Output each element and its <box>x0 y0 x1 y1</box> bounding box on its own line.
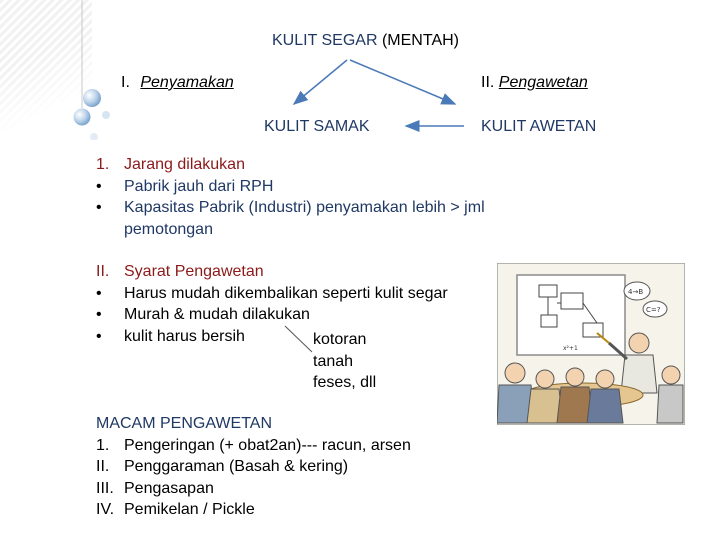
list-item <box>96 478 411 500</box>
section-3 <box>96 413 411 521</box>
top-title-main: KULIT SEGAR <box>272 32 378 49</box>
top-title-sub: (MENTAH) <box>381 32 459 49</box>
board-label: x²+1 <box>563 345 578 352</box>
dirt-item: kotoran <box>313 331 367 348</box>
right-branch-numeral: II. <box>481 74 495 91</box>
board-label: C=? <box>646 306 661 314</box>
bullet-icon: • <box>96 177 102 195</box>
section-1-number: 1. <box>96 156 110 173</box>
item-number: 1. <box>96 436 110 454</box>
bullet-icon: • <box>96 306 102 324</box>
item-number: II. <box>96 458 110 476</box>
left-branch-text: Penyamakan <box>140 74 234 91</box>
bullet-text: kulit harus bersih <box>124 327 245 345</box>
bullet-text: pemotongan <box>124 220 213 238</box>
bullet-text: Harus mudah dikembalikan seperti kulit segar <box>124 284 448 302</box>
section-1-heading-text: Jarang dilakukan <box>124 156 245 173</box>
list-item <box>96 435 411 457</box>
section-2-number: II. <box>96 263 110 280</box>
list-item <box>96 456 411 478</box>
item-number: IV. <box>96 501 115 519</box>
item-text: Pemikelan / Pickle <box>124 501 255 519</box>
bullet-text: Kapasitas Pabrik (Industri) penyamakan lebih > jml <box>124 199 485 217</box>
board-label: 4→B <box>628 288 644 296</box>
bullet-text: Murah & mudah dilakukan <box>124 306 310 324</box>
section-3-heading: MACAM PENGAWETAN <box>96 415 273 432</box>
list-item <box>96 499 411 521</box>
item-text: Pengasapan <box>124 479 214 497</box>
meeting-cartoon-icon <box>497 263 685 425</box>
item-text: Pengeringan (+ obat2an)--- racun, arsen <box>124 436 411 454</box>
bullet-text: Pabrik jauh dari RPH <box>124 177 274 195</box>
left-result-label: KULIT SAMAK <box>264 118 370 135</box>
bullet-icon: • <box>96 327 102 345</box>
bullet-icon: • <box>96 199 102 217</box>
right-branch-text: Pengawetan <box>498 74 588 91</box>
item-text: Penggaraman (Basah & kering) <box>124 458 349 476</box>
right-result-label: KULIT AWETAN <box>481 118 597 135</box>
dirt-item: tanah <box>313 352 354 370</box>
section-2-heading-text: Syarat Pengawetan <box>124 263 264 280</box>
bullet-icon: • <box>96 284 102 302</box>
left-branch-numeral: I. <box>121 74 130 91</box>
dirt-item: feses, dll <box>313 374 377 392</box>
item-number: III. <box>96 479 114 497</box>
